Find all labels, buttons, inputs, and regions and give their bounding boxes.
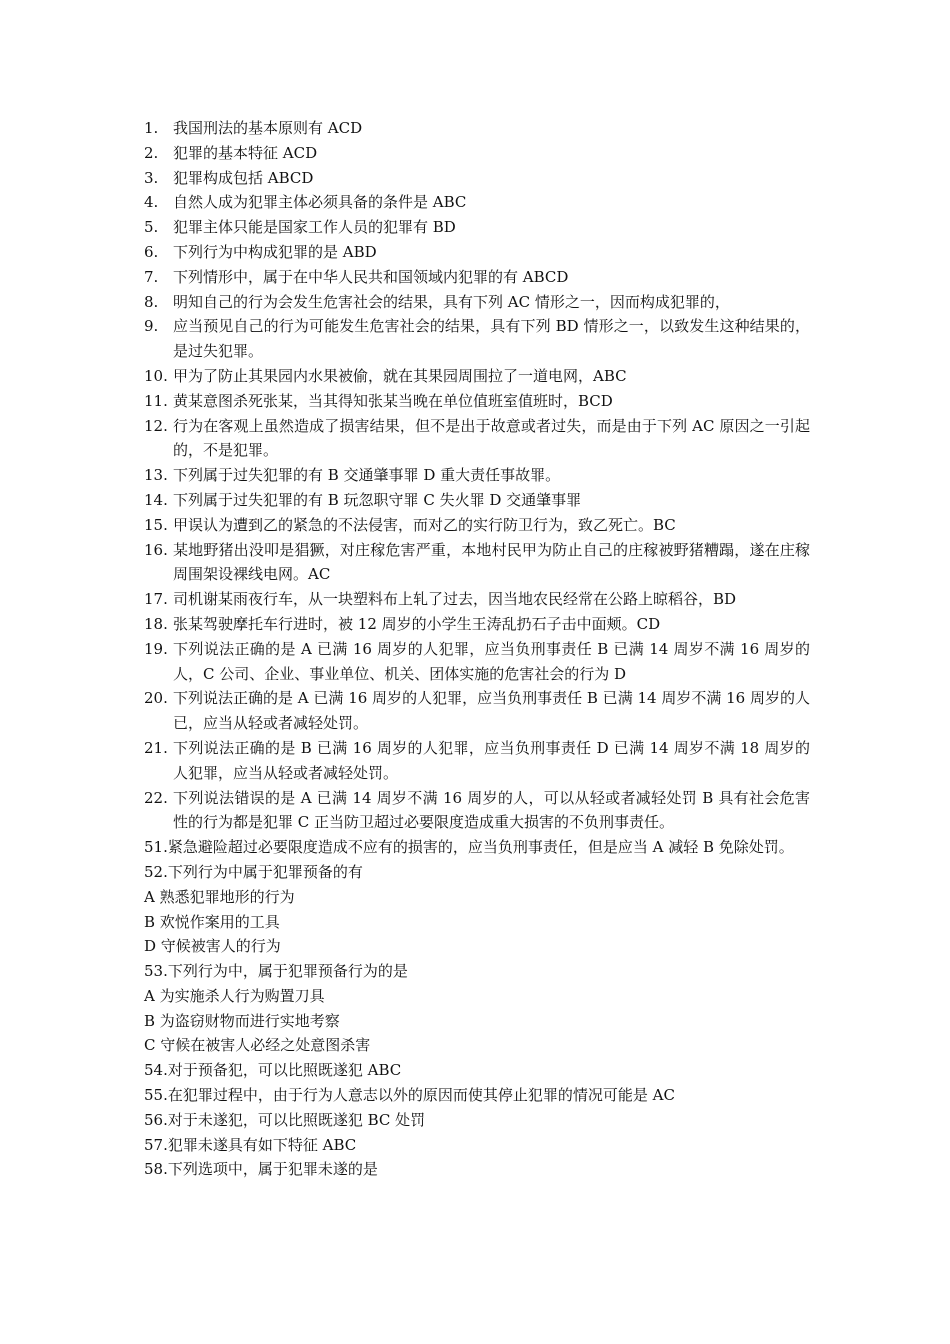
- list-item: [144, 414, 810, 464]
- item-text: 犯罪的基本特征 ACD: [173, 143, 318, 162]
- list-item: [144, 612, 810, 637]
- item-text: 司机谢某雨夜行车，从一块塑料布上轧了过去，因当地农民经常在公路上晾稻谷，BD: [173, 590, 737, 609]
- item-number: 21.: [144, 738, 168, 757]
- list-item: A 熟悉犯罪地形的行为: [144, 887, 295, 906]
- list-item: 57.犯罪未遂具有如下特征 ABC: [144, 1135, 357, 1154]
- item-number: 5.: [144, 218, 159, 237]
- numbered-questions: [144, 116, 810, 835]
- item-number: 18.: [144, 614, 168, 633]
- item-number: 2.: [144, 143, 159, 162]
- list-item: 56.对于未遂犯，可以比照既遂犯 BC 处罚: [144, 1110, 426, 1129]
- item-number: 4.: [144, 193, 159, 212]
- item-number: 19.: [144, 639, 168, 658]
- item-text: 自然人成为犯罪主体必须具备的条件是 ABC: [173, 193, 467, 212]
- question-list: [144, 116, 810, 1182]
- item-text: 下列说法错误的是 A 已满 14 周岁不满 16 周岁的人，可以从轻或者减轻处罚 B 具有社会危害性的行为都是犯罪 C 正当防卫超过必要限度造成重大损害的不负刑事责任。: [173, 788, 810, 832]
- item-text: 下列属于过失犯罪的有 B 交通肇事罪 D 重大责任事故罪。: [173, 466, 561, 485]
- item-number: 3.: [144, 168, 159, 187]
- item-text: 下列情形中，属于在中华人民共和国领域内犯罪的有 ABCD: [173, 267, 569, 286]
- list-item: [144, 587, 810, 612]
- list-item: A 为实施杀人行为购置刀具: [144, 986, 325, 1005]
- list-item: [144, 538, 810, 588]
- list-item: [144, 240, 810, 265]
- list-item: [144, 364, 810, 389]
- list-item: [144, 314, 810, 364]
- list-item: [144, 116, 810, 141]
- item-text: 我国刑法的基本原则有 ACD: [173, 119, 363, 137]
- list-item: [144, 215, 810, 240]
- list-item: [144, 265, 810, 290]
- item-text: 下列行为中构成犯罪的是 ABD: [173, 242, 377, 261]
- item-number: 11.: [144, 391, 168, 410]
- item-text: 黄某意图杀死张某，当其得知张某当晚在单位值班室值班时，BCD: [173, 391, 613, 410]
- item-text: 犯罪构成包括 ABCD: [173, 168, 314, 187]
- list-item: [144, 463, 810, 488]
- item-text: 下列说法正确的是 A 已满 16 周岁的人犯罪，应当负刑事责任 B 已满 14 周岁不满 16 周岁的人已，应当从轻或者减轻处罚。: [173, 689, 810, 733]
- item-number: 1.: [144, 119, 159, 137]
- item-text: 应当预见自己的行为可能发生危害社会的结果，具有下列 BD 情形之一，以致发生这种结果的，是过失犯罪。: [173, 317, 810, 361]
- item-number: 10.: [144, 366, 168, 385]
- item-number: 6.: [144, 242, 159, 261]
- list-item: [144, 141, 810, 166]
- item-number: 14.: [144, 490, 168, 509]
- item-text: 甲误认为遭到乙的紧急的不法侵害，而对乙的实行防卫行为，致乙死亡。BC: [173, 515, 676, 534]
- item-text: 犯罪主体只能是国家工作人员的犯罪有 BD: [173, 218, 456, 237]
- list-item: [144, 389, 810, 414]
- list-item: B 欢悦作案用的工具: [144, 912, 280, 931]
- list-item: C 守候在被害人必经之处意图杀害: [144, 1036, 371, 1055]
- item-number: 15.: [144, 515, 168, 534]
- item-text: 明知自己的行为会发生危害社会的结果，具有下列 AC 情形之一，因而构成犯罪的，: [173, 292, 730, 311]
- item-number: 22.: [144, 788, 168, 807]
- item-number: 17.: [144, 590, 168, 609]
- item-text: 张某驾驶摩托车行进时，被 12 周岁的小学生王涛乱扔石子击中面颊。CD: [173, 614, 661, 633]
- list-item: [144, 736, 810, 786]
- list-item: 52.下列行为中属于犯罪预备的有: [144, 862, 363, 881]
- item-number: 9.: [144, 317, 159, 336]
- list-item: [144, 166, 810, 191]
- list-item: [144, 513, 810, 538]
- list-item: [144, 488, 810, 513]
- item-text: 甲为了防止其果园内水果被偷，就在其果园周围拉了一道电网，ABC: [173, 366, 627, 385]
- list-item: 58.下列选项中，属于犯罪未遂的是: [144, 1160, 378, 1179]
- list-item: B 为盗窃财物而进行实地考察: [144, 1011, 340, 1030]
- item-text: 下列说法正确的是 B 已满 16 周岁的人犯罪，应当负刑事责任 D 已满 14 周岁不满 18 周岁的人犯罪，应当从轻或者减轻处罚。: [173, 738, 810, 782]
- list-item: [144, 686, 810, 736]
- plain-questions: [144, 835, 810, 1182]
- item-text: 行为在客观上虽然造成了损害结果，但不是出于故意或者过失，而是由于下列 AC 原因之一引起的，不是犯罪。: [173, 416, 810, 460]
- item-text: 下列说法正确的是 A 已满 16 周岁的人犯罪，应当负刑事责任 B 已满 14 周岁不满 16 周岁的人，C 公司、企业、事业单位、机关、团体实施的危害社会的行为 D: [173, 639, 810, 683]
- item-number: 8.: [144, 292, 159, 311]
- list-item: 51.紧急避险超过必要限度造成不应有的损害的，应当负刑事责任，但是应当 A 减轻 B 免除处罚。: [144, 838, 794, 857]
- item-number: 13.: [144, 466, 168, 485]
- list-item: 53.下列行为中，属于犯罪预备行为的是: [144, 962, 408, 981]
- item-text: 下列属于过失犯罪的有 B 玩忽职守罪 C 失火罪 D 交通肇事罪: [173, 490, 582, 509]
- list-item: 55.在犯罪过程中，由于行为人意志以外的原因而使其停止犯罪的情况可能是 AC: [144, 1086, 675, 1105]
- list-item: [144, 637, 810, 687]
- list-item: D 守候被害人的行为: [144, 937, 281, 956]
- list-item: [144, 786, 810, 836]
- item-number: 12.: [144, 416, 168, 435]
- list-item: [144, 290, 810, 315]
- item-number: 16.: [144, 540, 168, 559]
- item-text: 某地野猪出没叩是猖獗，对庄稼危害严重，本地村民甲为防止自己的庄稼被野猪糟蹋，遂在庄稼周围架设裸线电网。AC: [173, 540, 810, 584]
- list-item: 54.对于预备犯，可以比照既遂犯 ABC: [144, 1061, 402, 1080]
- list-item: [144, 190, 810, 215]
- item-number: 7.: [144, 267, 159, 286]
- item-number: 20.: [144, 689, 168, 708]
